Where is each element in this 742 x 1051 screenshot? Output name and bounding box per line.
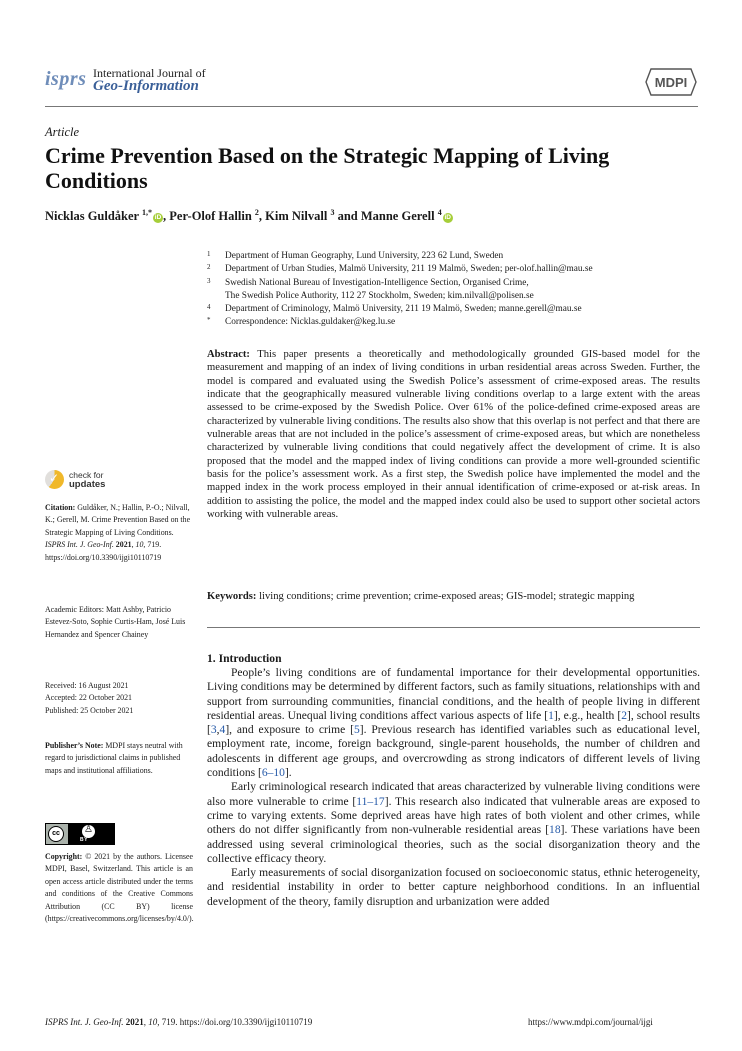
abstract-text: This paper presents a theoretically and methodologically grounded GIS-based model for the measurement and mapping of an index of living conditions in urban residential areas across Sweden. Further, the model is compared and evaluated using the Swedish Police’s assessment of crime-exposed areas. The results indicate that the geographically measured vulnerable living conditions overlap to a large extent with the areas assessed to be crime-exposed by the Swedish Police. Over 61% of the police-defined crime-exposed areas are characterized by vulnerable living conditions. The results also show that this overlap is not perfect and that there are vulnerable areas that are not included in the police’s assessment of crime-exposed areas, but which are nonetheless characterized by vulnerable living conditions that could negatively affect the development of crime. It is also proposed that the model and the mapped index of living conditions can provide a more well-grounded scientific basis for the police’s assessment work. As a first step, the Swedish police have implemented the model and the mapped index in the work process employed in their annual identification of crime-exposed or at-risk areas. In addition to assisting the police, the model and the mapped index could also be used to support other societal actors working with vulnerable areas. (207, 349, 700, 521)
mdpi-logo-text: MDPI (654, 75, 688, 90)
affiliation-text: Department of Criminology, Malmö University, 211 19 Malmö, Sweden; manne.gerell@mau.se (225, 304, 582, 315)
footer-journal: ISPRS Int. J. Geo-Inf. (45, 1017, 124, 1027)
attribution-person-glyph: ♙ (84, 824, 93, 835)
publishers-note-text: MDPI stays neutral with regard to jurisdictional claims in published maps and institutional affiliations. (45, 741, 183, 775)
paragraph-text: ], e.g., health [ (553, 709, 622, 722)
affiliation-item (205, 290, 705, 303)
affiliation-item (205, 250, 705, 263)
citation-text: Guldåker, N.; Hallin, P.-O.; Nilvall, K.; Gerell, M. Crime Prevention Based on the Strategic Mapping of Living Conditions. (45, 503, 191, 537)
editors-text: Matt Ashby, Patricio Estevez-Soto, Sophie Curtis-Ham, José Luis Hernandez and Spencer Chainey (45, 605, 186, 639)
keywords-text: living conditions; crime prevention; crime-exposed areas; GIS-model; strategic mapping (259, 591, 635, 602)
header-divider (45, 106, 698, 107)
editors-label: Academic Editors: (45, 605, 104, 614)
check-updates-line2: updates (69, 479, 106, 490)
check-for-updates-badge[interactable] (45, 470, 165, 496)
keywords-label: Keywords: (207, 591, 257, 602)
paragraph-text: , (216, 724, 220, 737)
orcid-icon[interactable]: iD (444, 214, 451, 222)
affiliation-text: Department of Human Geography, Lund University, 223 62 Lund, Sweden (225, 251, 504, 261)
citation-link[interactable]: 4 (219, 724, 226, 737)
footer-volume: 10 (148, 1017, 158, 1027)
affiliation-number: 3 (207, 276, 211, 285)
isprs-logo-text: isprs (45, 68, 87, 90)
article-type: Article (45, 125, 80, 139)
citation-journal: ISPRS Int. J. Geo-Inf. (45, 540, 114, 550)
accepted-date: Accepted: 22 October 2021 (45, 693, 132, 703)
cc-by-license-badge[interactable] (45, 823, 115, 845)
citation-link[interactable]: 6–10 (261, 767, 285, 780)
section-divider (207, 627, 700, 628)
author-affiliation-marker: 3 (330, 208, 335, 217)
mdpi-logo-shape (645, 68, 697, 96)
citation-year: 2021 (115, 540, 132, 550)
paragraph-text: Early criminological research indicated that areas characterized by vulnerable living conditions were also more vulnerable to crime [ (207, 781, 700, 808)
publishers-note-label: Publisher’s Note: (45, 741, 104, 750)
affiliation-number: 4 (207, 303, 211, 312)
abstract-label: Abstract: (207, 349, 250, 360)
paragraph (207, 666, 700, 780)
paragraph-text: People’s living conditions are of fundamental importance for their developmental opportunities. Living conditions may be determined by different factors, such as family situations, relationships with and support from surrounding communities, financial conditions, and the health of people living in different residential areas. Unequal living conditions affect various aspects of life [ (207, 667, 700, 722)
published-date: Published: 25 October 2021 (45, 705, 134, 715)
citation-block: Citation: Guldåker, N.; Hallin, P.-O.; Nilvall, K.; Gerell, M. Crime Prevention Based on the Strategic Mapping of Living Conditions. ISPRS Int. J. Geo-Inf. 2021, 10, 719. https://doi.org/10.3390/ijgi10110719 (45, 503, 191, 562)
correspondence-text: Correspondence: Nicklas.guldaker@keg.lu.se (225, 317, 396, 328)
author-name: Per-Olof Hallin (169, 209, 252, 224)
checkmark-icon: ✓ (49, 471, 60, 485)
orcid-icon[interactable]: iD (154, 214, 162, 222)
article-title: Crime Prevention Based on the Strategic Mapping of Living Conditions (45, 143, 610, 193)
paragraph (207, 780, 700, 866)
mdpi-logo (645, 68, 697, 96)
footer-year: 2021 (125, 1017, 144, 1027)
affiliation-number: 1 (207, 250, 211, 258)
paragraph-text: ], and exposure to crime [ (225, 724, 354, 737)
cc-icon: cc (48, 826, 64, 842)
academic-editors (45, 604, 193, 641)
affiliation-item (205, 263, 705, 276)
author-name: Kim Nilvall (265, 209, 328, 224)
cc-by-panel (68, 824, 114, 844)
citation-label: Citation: (45, 503, 76, 512)
paragraph: Early measurements of social disorganization focused on socioeconomic status, ethnic heterogeneity, and residential instability in order to better capture neighborhood conditions. In an influential development of the theory, family disruption and urbanization were added (207, 867, 700, 908)
citation-link[interactable]: 2 (621, 709, 627, 722)
cc-by-text: BY (80, 837, 88, 843)
author-list: Nicklas Guldåker $^{1,*}$iD , Per-Olof Hallin $^2$, Kim Nilvall $^3$ and Manne Gerell $^4$iD (45, 208, 451, 224)
footer-journal-url[interactable]: https://www.mdpi.com/journal/ijgi (528, 1017, 653, 1027)
footer-citation: ISPRS Int. J. Geo-Inf. 2021, 10, 719. https://doi.org/10.3390/ijgi10110719 (45, 1017, 313, 1027)
citation-link[interactable]: 1 (548, 709, 554, 722)
citation-link[interactable]: 11–17 (356, 795, 385, 808)
author-name: Nicklas Guldåker (45, 209, 139, 224)
affiliation-item (205, 303, 705, 316)
paragraph-text: ]. This research also indicated that vulnerable areas are exposed to crime to varying extents. Some deprived areas have high rates of both violent and other crimes, while others do not differ significantly from non-vulnerable residential areas [ (207, 795, 700, 837)
journal-name-line1: International Journal of (93, 66, 206, 80)
section-heading-introduction: 1. Introduction (207, 652, 282, 665)
citation-link[interactable]: 5 (353, 724, 360, 737)
journal-logo (45, 66, 245, 96)
copyright-label: Copyright: (45, 852, 83, 861)
author-name: Manne Gerell (360, 209, 435, 224)
citation-link[interactable]: 18 (549, 824, 561, 837)
received-date: Received: 16 August 2021 (45, 681, 129, 690)
paragraph-text: ], school results [ (207, 709, 700, 737)
author-affiliation-marker: 1,* (142, 208, 153, 217)
author-affiliation-marker: 2 (254, 208, 259, 217)
publication-dates (45, 680, 193, 717)
copyright-text: © 2021 by the authors. Licensee MDPI, Basel, Switzerland. This article is an open access article distributed under the terms and conditions of the Creative Commons Attribution (CC BY) license (https://creativecommons.org/licenses/by/4.0/). (45, 852, 194, 924)
affiliation-number: * (207, 316, 211, 325)
affiliations (205, 250, 705, 330)
affiliation-text: Swedish National Bureau of Investigation-Intelligence Section, Organised Crime, (225, 277, 529, 288)
citation-link[interactable]: 3 (210, 724, 217, 737)
check-updates-line1: check for (69, 470, 104, 480)
citation-volume: 10 (135, 540, 144, 550)
footer-doi[interactable]: , 719. https://doi.org/10.3390/ijgi10110719 (157, 1017, 313, 1027)
author-affiliation-marker: 4 (437, 208, 442, 217)
journal-name-line2: Geo-Information (93, 78, 199, 94)
copyright-block (45, 851, 193, 925)
abstract (207, 348, 700, 521)
affiliation-text: The Swedish Police Authority, 112 27 Stockholm, Sweden; kim.nilvall@polisen.se (225, 290, 534, 301)
correspondence-item (205, 316, 705, 329)
paragraph-text: ]. These variations have been addressed using several criminological theories, such as the social disorganization theory and the collective efficacy theory. (207, 824, 700, 865)
affiliation-number: 2 (207, 263, 211, 272)
introduction-body (207, 666, 700, 909)
affiliation-text: Department of Urban Studies, Malmö University, 211 19 Malmö, Sweden; per-olof.hallin@mau.se (225, 264, 593, 275)
paragraph-text: ]. Previous research has identified variables such as educational level, employment rate, income, foreign background, single-parent households, the number of children and adolescents in different age groups, and overcrowding as strong indicators of different levels of living conditions [ (207, 724, 701, 780)
citation-doi[interactable]: , 719. https://doi.org/10.3390/ijgi10110719 (45, 540, 162, 562)
publishers-note (45, 740, 193, 777)
paragraph-text: ]. (284, 767, 292, 780)
keywords (207, 590, 700, 603)
affiliation-item (205, 277, 705, 290)
